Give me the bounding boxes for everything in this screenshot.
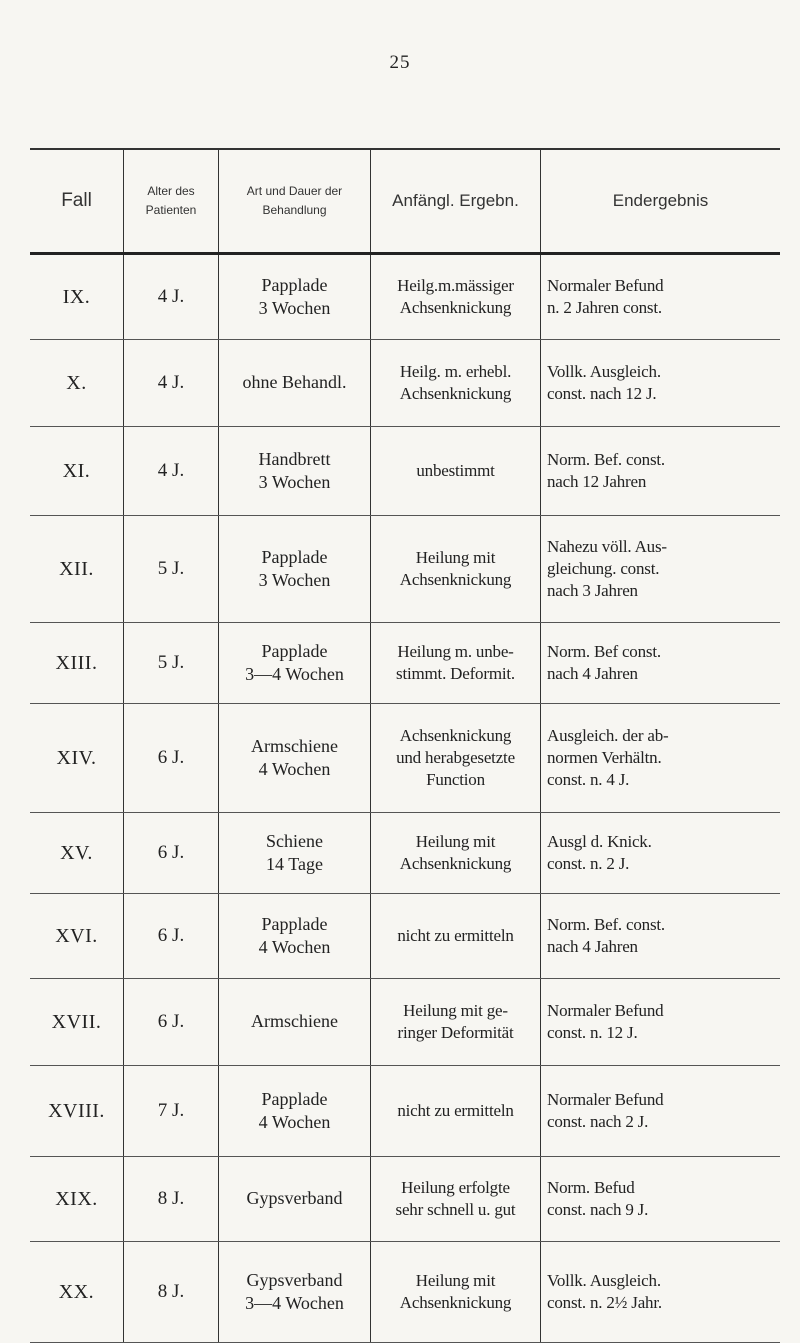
alter-cell: 6 J. bbox=[123, 894, 218, 978]
fall-cell: XIII. bbox=[55, 652, 98, 674]
anfaengl-cell: Achsenknickung und herabgesetzte Function bbox=[370, 704, 540, 812]
fall-cell: IX. bbox=[62, 286, 91, 308]
fall-cell: XIV. bbox=[56, 747, 97, 769]
anfaengl-cell: Heilung mit Achsenknickung bbox=[370, 1242, 540, 1342]
behandlung-cell: Papplade 3—4 Wochen bbox=[218, 623, 370, 703]
alter-cell: 7 J. bbox=[123, 1066, 218, 1156]
behandlung-cell: Handbrett 3 Wochen bbox=[218, 427, 370, 515]
behandlung-cell: Gypsverband bbox=[218, 1157, 370, 1241]
alter-cell: 4 J. bbox=[123, 340, 218, 426]
fall-cell: XI. bbox=[62, 460, 91, 482]
fall-cell: XVII. bbox=[51, 1011, 102, 1033]
fall-cell: XV. bbox=[60, 842, 93, 864]
fall-cell: XVI. bbox=[55, 925, 98, 947]
results-table bbox=[30, 148, 780, 1343]
table-row bbox=[30, 1066, 780, 1157]
table-row bbox=[30, 340, 780, 427]
table-row bbox=[30, 427, 780, 516]
table-row bbox=[30, 623, 780, 704]
ergebnis-cell: Nahezu völl. Aus- gleichung. const. nach 3 Jahren bbox=[540, 516, 780, 622]
alter-cell: 6 J. bbox=[123, 704, 218, 812]
anfaengl-cell: Heilg.m.mässiger Achsenknickung bbox=[370, 255, 540, 339]
table-row bbox=[30, 979, 780, 1066]
behandlung-cell: Papplade 3 Wochen bbox=[218, 516, 370, 622]
header-fall: Fall bbox=[61, 189, 92, 211]
header-anfaengl: Anfängl. Ergebn. bbox=[370, 150, 540, 252]
table-row bbox=[30, 704, 780, 813]
ergebnis-cell: Norm. Befud const. nach 9 J. bbox=[540, 1157, 780, 1241]
anfaengl-cell: unbestimmt bbox=[370, 427, 540, 515]
header-ergebnis: Endergebnis bbox=[540, 150, 780, 252]
anfaengl-cell: Heilung mit Achsenknickung bbox=[370, 516, 540, 622]
alter-cell: 6 J. bbox=[123, 813, 218, 893]
table-row bbox=[30, 255, 780, 340]
anfaengl-cell: Heilung mit ge- ringer Deformität bbox=[370, 979, 540, 1065]
behandlung-cell: Armschiene bbox=[218, 979, 370, 1065]
behandlung-cell: ohne Behandl. bbox=[218, 340, 370, 426]
ergebnis-cell: Vollk. Ausgleich. const. n. 2½ Jahr. bbox=[540, 1242, 780, 1342]
fall-cell: XIX. bbox=[55, 1188, 98, 1210]
anfaengl-cell: Heilung erfolgte sehr schnell u. gut bbox=[370, 1157, 540, 1241]
table-row bbox=[30, 1242, 780, 1343]
table-body bbox=[30, 255, 780, 1343]
anfaengl-cell: Heilg. m. erhebl. Achsenknickung bbox=[370, 340, 540, 426]
ergebnis-cell: Vollk. Ausgleich. const. nach 12 J. bbox=[540, 340, 780, 426]
ergebnis-cell: Normaler Befund const. nach 2 J. bbox=[540, 1066, 780, 1156]
behandlung-cell: Papplade 3 Wochen bbox=[218, 255, 370, 339]
ergebnis-cell: Norm. Bef. const. nach 4 Jahren bbox=[540, 894, 780, 978]
table-header bbox=[30, 150, 780, 255]
behandlung-cell: Armschiene 4 Wochen bbox=[218, 704, 370, 812]
ergebnis-cell: Ausgl d. Knick. const. n. 2 J. bbox=[540, 813, 780, 893]
fall-cell: XX. bbox=[58, 1281, 95, 1303]
alter-cell: 4 J. bbox=[123, 427, 218, 515]
anfaengl-cell: nicht zu ermitteln bbox=[370, 1066, 540, 1156]
table-row bbox=[30, 1157, 780, 1242]
ergebnis-cell: Normaler Befund const. n. 12 J. bbox=[540, 979, 780, 1065]
fall-cell: X. bbox=[66, 372, 87, 394]
alter-cell: 4 J. bbox=[123, 255, 218, 339]
alter-cell: 8 J. bbox=[123, 1157, 218, 1241]
header-alter: Alter des Patienten bbox=[123, 150, 218, 252]
table-row bbox=[30, 516, 780, 623]
header-behandlung: Art und Dauer der Behandlung bbox=[218, 150, 370, 252]
anfaengl-cell: nicht zu ermitteln bbox=[370, 894, 540, 978]
alter-cell: 5 J. bbox=[123, 623, 218, 703]
alter-cell: 8 J. bbox=[123, 1242, 218, 1342]
page-number: 25 bbox=[389, 52, 411, 73]
behandlung-cell: Schiene 14 Tage bbox=[218, 813, 370, 893]
behandlung-cell: Gypsverband 3—4 Wochen bbox=[218, 1242, 370, 1342]
fall-cell: XII. bbox=[59, 558, 94, 580]
table-row bbox=[30, 894, 780, 979]
table-row bbox=[30, 813, 780, 894]
behandlung-cell: Papplade 4 Wochen bbox=[218, 894, 370, 978]
alter-cell: 6 J. bbox=[123, 979, 218, 1065]
ergebnis-cell: Norm. Bef const. nach 4 Jahren bbox=[540, 623, 780, 703]
behandlung-cell: Papplade 4 Wochen bbox=[218, 1066, 370, 1156]
ergebnis-cell: Normaler Befund n. 2 Jahren const. bbox=[540, 255, 780, 339]
ergebnis-cell: Norm. Bef. const. nach 12 Jahren bbox=[540, 427, 780, 515]
anfaengl-cell: Heilung m. unbe- stimmt. Deformit. bbox=[370, 623, 540, 703]
ergebnis-cell: Ausgleich. der ab- normen Verhältn. const. n. 4 J. bbox=[540, 704, 780, 812]
alter-cell: 5 J. bbox=[123, 516, 218, 622]
anfaengl-cell: Heilung mit Achsenknickung bbox=[370, 813, 540, 893]
fall-cell: XVIII. bbox=[48, 1100, 105, 1122]
